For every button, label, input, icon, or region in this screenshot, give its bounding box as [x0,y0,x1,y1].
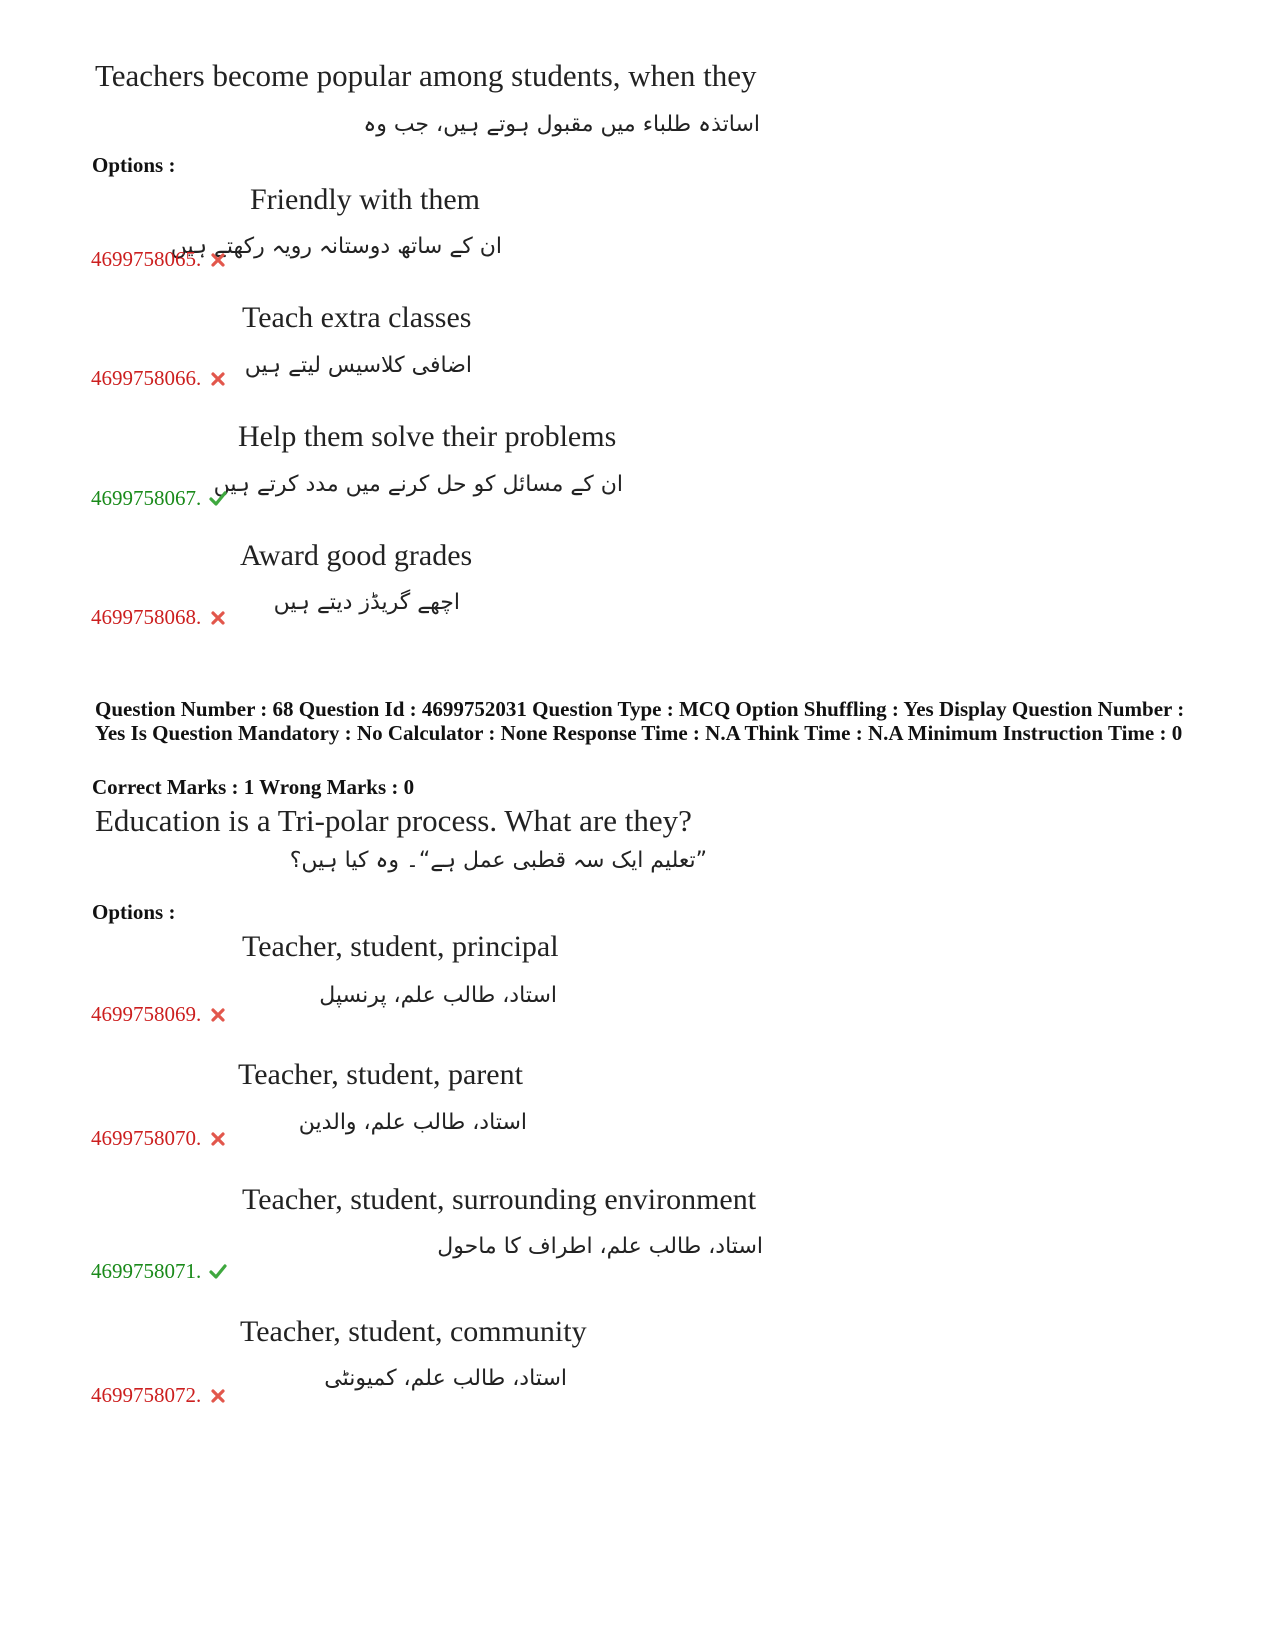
cross-icon [209,609,227,627]
option-id: 4699758072. [91,1383,202,1407]
option-id: 4699758066. [91,366,202,390]
question-text-en: Teachers become popular among students, when they [95,58,757,93]
cross-icon [209,370,227,388]
check-icon [209,490,227,508]
cross-icon [209,1387,227,1405]
option-text-ur: استاد، طالب علم، کمیونٹی [324,1366,567,1391]
option-text-ur: ان کے ساتھ دوستانہ رویہ رکھتے ہیں [170,234,502,259]
options-label: Options : [92,900,176,924]
option-number [91,1383,227,1408]
option-text-ur: ان کے مسائل کو حل کرنے میں مدد کرتے ہیں [213,472,623,497]
option-number [91,1126,227,1151]
option-text-en: Teacher, student, parent [238,1058,523,1091]
cross-icon [209,1130,227,1148]
check-icon [209,1263,227,1281]
cross-icon [209,1006,227,1024]
option-text-en: Help them solve their problems [238,420,617,453]
marks-line: Correct Marks : 1 Wrong Marks : 0 [92,775,415,799]
option-number [91,486,227,511]
option-id: 4699758069. [91,1002,202,1026]
option-text-en: Award good grades [240,539,473,572]
option-id: 4699758068. [91,605,202,629]
option-text-en: Teacher, student, community [240,1315,587,1348]
option-number [91,605,227,630]
option-text-en: Teacher, student, principal [242,930,559,963]
option-text-en: Teach extra classes [242,301,472,334]
option-text-ur: اضافی کلاسیس لیتے ہیں [244,353,472,378]
cross-icon [209,251,227,269]
question-text-ur: اساتذہ طلباء میں مقبول ہوتے ہیں، جب وہ [363,112,760,137]
option-number [91,366,227,391]
option-id: 4699758065. [91,247,202,271]
option-text-ur: استاد، طالب علم، اطراف کا ماحول [437,1234,763,1259]
question-text-en: Education is a Tri-polar process. What are they? [95,803,692,838]
option-text-ur: اچھے گریڈز دیتے ہیں [273,590,460,615]
option-text-en: Friendly with them [250,183,480,216]
option-number [91,1002,227,1027]
option-id: 4699758070. [91,1126,202,1150]
question-meta: Question Number : 68 Question Id : 4699752031 Question Type : MCQ Option Shuffling : Yes Display Question Number : Yes Is Question Mandatory : No Calculator : None Response Time : N.A Think Time : N.A Minimum Instruction Time : 0 [95,697,1185,745]
question-text-ur: ”تعلیم ایک سہ قطبی عمل ہے“۔ وہ کیا ہیں؟ [289,848,707,873]
option-text-ur: استاد، طالب علم، پرنسپل [319,983,557,1008]
option-number [91,247,227,272]
option-number [91,1259,227,1284]
options-label: Options : [92,153,176,177]
option-text-en: Teacher, student, surrounding environment [242,1183,757,1216]
option-id: 4699758067. [91,486,202,510]
option-id: 4699758071. [91,1259,202,1283]
option-text-ur: استاد، طالب علم، والدین [298,1110,527,1135]
